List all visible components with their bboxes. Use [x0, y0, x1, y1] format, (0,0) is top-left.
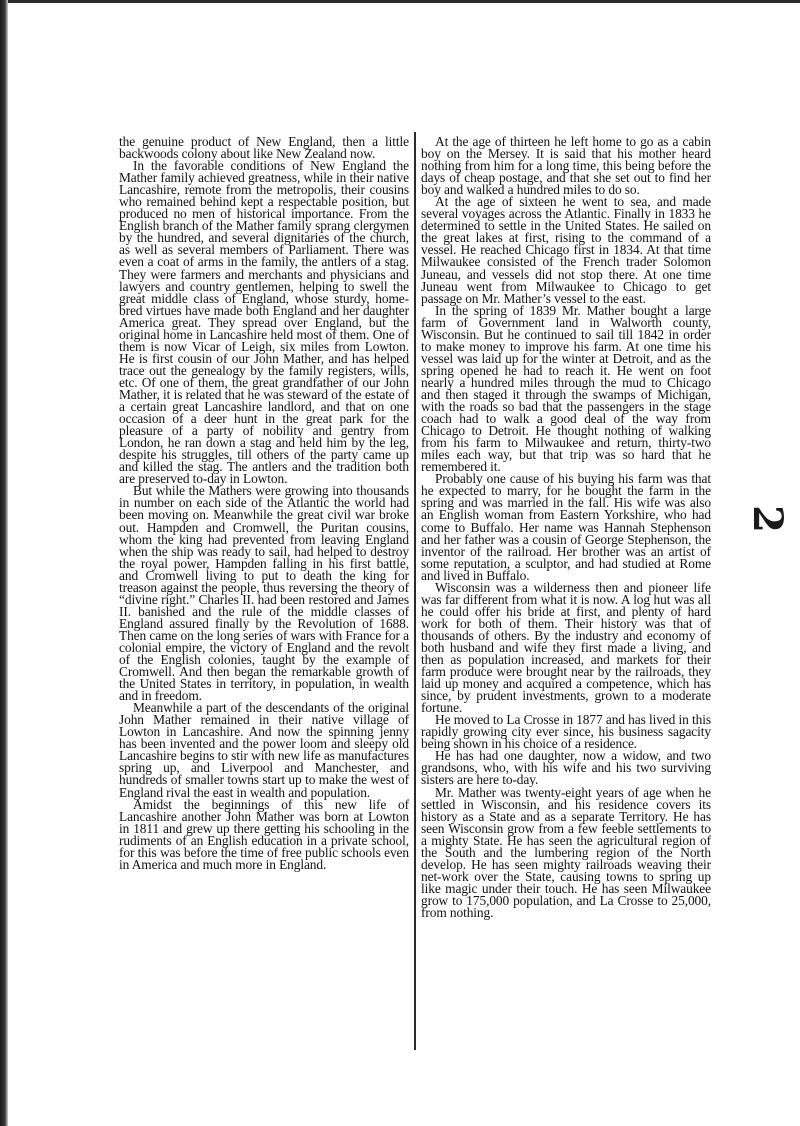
scan-border-left: [0, 0, 8, 1126]
right-paragraph-7: He has had one daughter, now a widow, and two grandsons, who, with his wife and his two surviving sisters are here to-day.: [421, 748, 711, 788]
page-number: 2: [744, 505, 791, 533]
right-paragraph-6: He moved to La Crosse in 1877 and has lived in this rapidly growing city ever since, his business sagacity being shown in his choice of a residence.: [421, 712, 711, 752]
scan-border-top: [0, 0, 800, 3]
left-paragraph-4: Meanwhile a part of the descendants of the original John Mather remained in their native village of Lowton in Lancashire. And now the spinning jenny has been invented and the power loom and sleepy old Lancashire begins to stir with new life as manufactures spring up, and Liverpool and Manchester, and hundreds of smaller towns start up to make the west of England rival the east in wealth and population.: [119, 700, 409, 800]
right-paragraph-8: Mr. Mather was twenty-eight years of age when he settled in Wisconsin, and his residence covers its history as a State and as a separate Territory. He has seen Wisconsin grow from a few feeble settlements to a mighty State. He has seen the agricultural region of the South and the lumbering region of the North develop. He has seen mighty railroads weaving their net-work over the State, causing towns to spring up like magic under their touch. He has seen Milwaukee grow to 175,000 population, and La Crosse to 25,000, from nothing.: [421, 784, 711, 920]
right-paragraph-2: At the age of sixteen he went to sea, and made several voyages across the Atlantic. Finally in 1833 he determined to settle in the United States. He sailed on the great lakes at first, rising to the command of a vessel. He reached Chicago first in 1834. At that time Milwaukee consisted of the French trader Solomon Juneau, and vessels did not stop there. At one time Juneau went from Milwaukee to Chicago to get passage on Mr. Mather’s vessel to the east.: [421, 194, 711, 306]
right-paragraph-1: At the age of thirteen he left home to go as a cabin boy on the Mersey. It is said that his mother heard nothing from him for a long time, this being before the days of cheap postage, and that she set out to find her boy and walked a hundred miles to do so.: [421, 134, 711, 198]
left-paragraph-1: the genuine product of New England, then a little backwoods colony about like New Zealand now.: [119, 134, 409, 162]
left-column: [119, 136, 409, 871]
right-column: [421, 136, 711, 919]
column-divider: [414, 132, 416, 1050]
left-paragraph-5: Amidst the beginnings of this new life of Lancashire another John Mather was born at Lowton in 1811 and grew up there getting his schooling in the rudiments of an English education in a private school, for this was before the time of free public schools even in America and much more in England.: [119, 796, 409, 872]
left-paragraph-3: But while the Mathers were growing into thousands in number on each side of the Atlantic the world had been moving on. Meanwhile the great civil war broke out. Hampden and Cromwell, the Puritan cousins, whom the king had prevented from leaving England when the ship was ready to sail, had helped to destroy the royal power, Hampden falling in his first battle, and Cromwell living to put to death the king for treason against the people, thus reversing the theory of “divine right.” Charles II. had been restored and James II. banished and the rule of the middle classes of England assured finally by the Revolution of 1688. Then came on the long series of wars with France for a colonial empire, the victory of England and the revolt of the English colonies, taught by the example of Cromwell. And then began the remarkable growth of the United States in territory, in population, in wealth and in freedom.: [119, 483, 409, 704]
right-paragraph-5: Wisconsin was a wilderness then and pioneer life was far different from what it is now. A log hut was all he could offer his bride at first, and plenty of hard work for both of them. Their history was that of thousands of others. By the industry and economy of both husband and wife they first made a living, and then as population increased, and markets for their farm produce were brought near by the railroads, they laid up money and acquired a competence, which has since, by prudent investments, grown to a moderate fortune.: [421, 579, 711, 716]
left-paragraph-2: In the favorable conditions of New England the Mather family achieved greatness, while in their native Lancashire, remote from the metropolis, their cousins who remained behind kept a respectable position, but produced no men of historical importance. From the English branch of the Mather family sprang clergymen by the hundred, and several dignitaries of the church, as well as several members of Parliament. There was even a coat of arms in the family, the antlers of a stag. They were farmers and merchants and physicians and lawyers and country gentlemen, helping to swell the great middle class of England, whose sturdy, home-bred virtues have made both England and her daughter America great. They spread over England, but the original home in Lancashire held most of them. One of them is now Vicar of Leigh, six miles from Lowton. He is first cousin of our John Mather, and has helped trace out the genealogy by the family registers, wills, etc. Of one of them, the great grandfather of our John Mather, it is related that he was steward of the estate of a certain great Lancashire landlord, and that on one occasion of a deer hunt in the great park for the pleasure of a party of nobility and gentry from London, he ran down a stag and held him by the leg, despite his struggles, till others of the party came up and killed the stag. The antlers and the tradition both are preserved to-day in Lowton.: [119, 158, 409, 487]
right-paragraph-4: Probably one cause of his buying his farm was that he expected to marry, for he bought the farm in the spring and was married in the fall. His wife was also an English woman from Eastern Yorkshire, who had come to Buffalo. Her name was Hannah Stephenson and her father was a cousin of George Stephenson, the inventor of the railroad. Her brother was an artist of some reputation, a sculptor, and had studied at Rome and lived in Buffalo.: [421, 471, 711, 583]
right-paragraph-3: In the spring of 1839 Mr. Mather bought a large farm of Government land in Walworth county, Wisconsin. But he continued to sail till 1842 in order to make money to improve his farm. At one time his vessel was laid up for the winter at Detroit, and as the spring opened he had to reach it. He went on foot nearly a hundred miles through the mud to Chicago and then staged it through the swamps of Michigan, with the roads so bad that the passengers in the stage coach had to walk a good deal of the way from Chicago to Detroit. He thought nothing of walking from his farm to Milwaukee and return, thirty-two miles each way, but that trip was so hard that he remembered it.: [421, 302, 711, 475]
